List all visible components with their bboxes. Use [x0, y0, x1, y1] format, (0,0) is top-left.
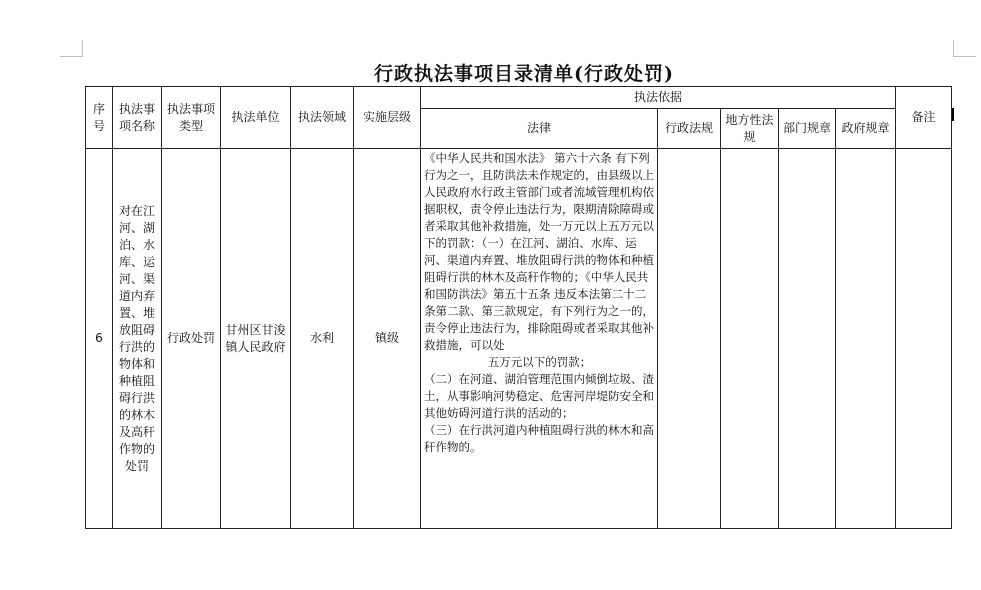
- cell-remarks: [896, 149, 952, 529]
- document-title: 行政执法事项目录清单(行政处罚): [374, 63, 674, 85]
- cell-field: 水利: [291, 149, 354, 529]
- law-paragraph: 《中华人民共和国水法》 第六十六条 有下列行为之一，且防洪法未作规定的，由县级以上人民政府水行政主管部门或者流域管理机构依据职权，责令停止违法行为，限期清除障碍或者采取其他补救措施，处一万元以上五万元以下的罚款：（一）在江河、湖泊、水库、运河、渠道内弃置、堆放阻碍行洪的物体和种植阻碍行洪的林木及高秆作物的；《中华人民共和国防洪法》第五十五条 违反本法第二十二条第二款、第三款规定，有下列行为之一的，责令停止违法行为，排除阻碍或者采取其他补救措施，可以处: [424, 151, 654, 352]
- law-paragraph: （三）在行洪河道内种植阻碍行洪的林木和高秆作物的。: [424, 423, 654, 454]
- cell-unit: 甘州区甘浚镇人民政府: [221, 149, 291, 529]
- cell-level: 镇级: [354, 149, 421, 529]
- header-item-name: 执法事项名称: [113, 87, 162, 149]
- header-dept-rule: 部门规章: [779, 109, 836, 149]
- header-basis: 执法依据: [421, 87, 896, 109]
- law-paragraph: 五万元以下的罚款；: [487, 355, 592, 369]
- enforcement-table: [85, 86, 952, 529]
- header-local-reg: 地方性法规: [721, 109, 779, 149]
- header-unit: 执法单位: [221, 87, 291, 149]
- header-gov-rule: 政府规章: [836, 109, 896, 149]
- cell-seq: 6: [86, 149, 113, 529]
- cell-gov-rule: [836, 149, 896, 529]
- header-level: 实施层级: [354, 87, 421, 149]
- header-law: 法律: [421, 109, 658, 149]
- table-row: [86, 149, 952, 529]
- crop-mark-top-right: [953, 40, 976, 57]
- cell-local-reg: [721, 149, 779, 529]
- header-seq: 序号: [86, 87, 113, 149]
- cell-dept-rule: [779, 149, 836, 529]
- header-remarks: 备注: [896, 87, 952, 149]
- cell-item-name: 对在江河、湖泊、水库、运河、渠道内弃置、堆放阻碍行洪的物体和种植阻碍行洪的林木及高秆作物的处罚: [113, 149, 162, 529]
- law-paragraph: （二）在河道、湖泊管理范围内倾倒垃圾、渣土，从事影响河势稳定、危害河岸堤防安全和其他妨碍河道行洪的活动的；: [424, 372, 654, 420]
- header-row-1: [86, 87, 952, 109]
- header-item-type: 执法事项类型: [162, 87, 221, 149]
- crop-mark-top-left: [60, 40, 83, 57]
- cell-admin-reg: [658, 149, 721, 529]
- cell-item-type: 行政处罚: [162, 149, 221, 529]
- cell-law: [421, 149, 658, 529]
- text-cursor: [952, 108, 954, 121]
- header-admin-reg: 行政法规: [658, 109, 721, 149]
- header-field: 执法领域: [291, 87, 354, 149]
